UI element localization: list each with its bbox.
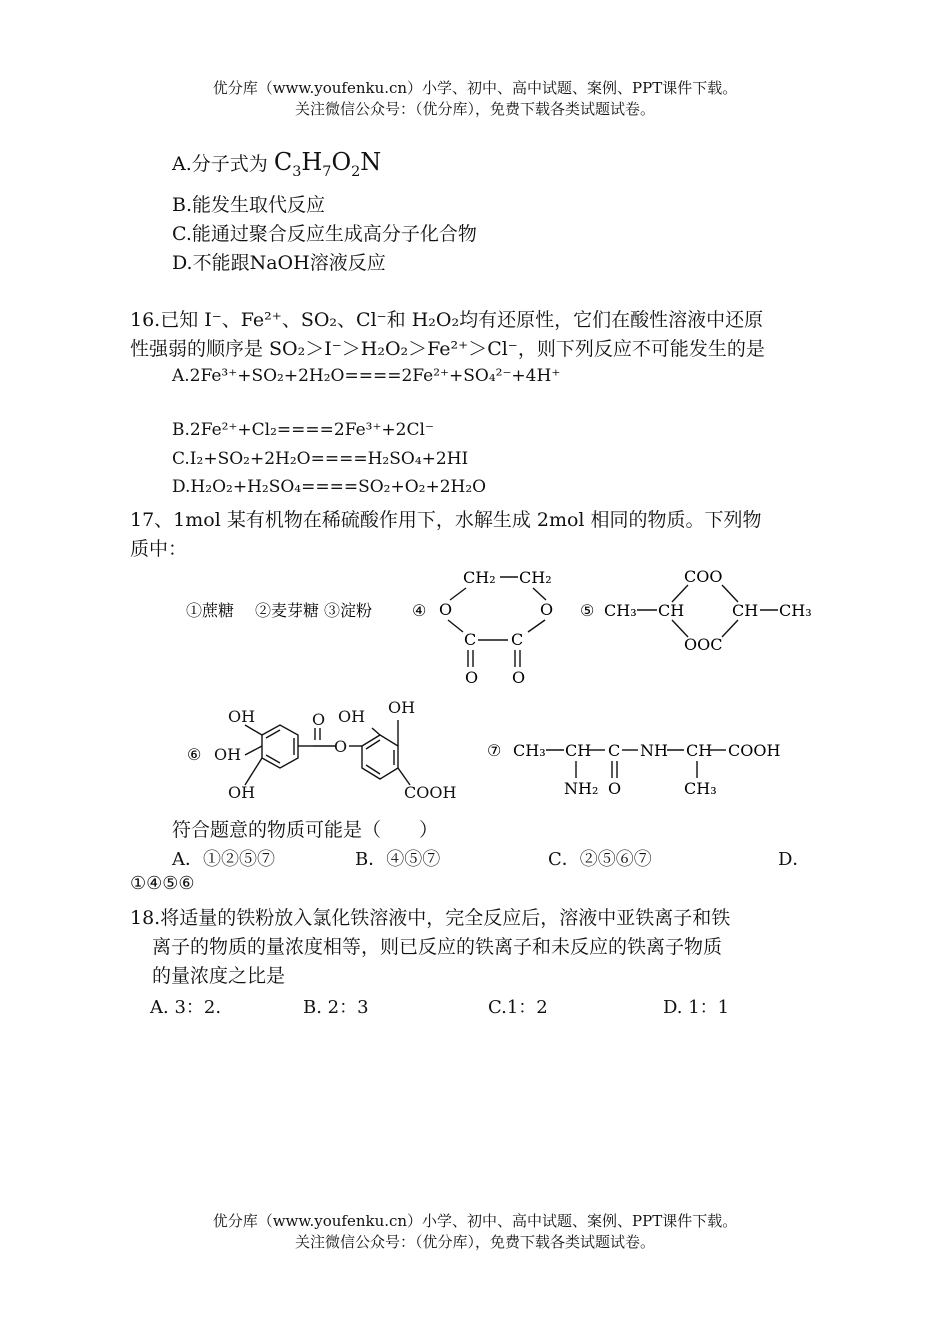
s7-ch-right: CH — [686, 741, 713, 760]
q15-formula: $C_3H_7O_2N$ — [273, 148, 382, 180]
q17-prompt: 符合题意的物质可能是（ ） — [172, 819, 439, 841]
s7-ch3-bottom: CH₃ — [684, 779, 717, 798]
q17-item-6: ⑥ — [187, 745, 202, 764]
s7-o: O — [608, 779, 622, 798]
q18-stem-line-3: 的量浓度之比是 — [152, 965, 286, 987]
s4-c-left: C — [464, 630, 477, 649]
q15-option-b: B.能发生取代反应 — [172, 194, 326, 216]
structure-5 — [604, 567, 812, 654]
structure-6 — [214, 698, 456, 802]
q17-item-7: ⑦ — [487, 741, 502, 760]
q16-option-d: D.H₂O₂+H₂SO₄====SO₂+O₂+2H₂O — [172, 477, 487, 497]
q17-option-a: A．①②⑤⑦ — [172, 849, 275, 870]
s6-o-ester: O — [334, 737, 348, 756]
s6-oh-right-1: OH — [338, 707, 366, 726]
s5-coo: COO — [684, 567, 723, 586]
q17-structures-figure — [0, 560, 950, 820]
q17-item-4: ④ — [412, 601, 427, 620]
q17-stem-line-2: 质中： — [130, 538, 188, 560]
q16-option-c: C.I₂+SO₂+2H₂O====H₂SO₄+2HI — [172, 449, 469, 469]
s4-c-right: C — [511, 630, 524, 649]
s4-o-left: O — [439, 600, 453, 619]
s7-c: C — [608, 741, 621, 760]
s6-oh-right-2: OH — [388, 698, 416, 717]
q16-stem-line-1: 16.已知 I⁻、Fe²⁺、SO₂、Cl⁻和 H₂O₂均有还原性，它们在酸性溶液中还原 — [130, 309, 764, 331]
footer-line-1: 优分库（www.youfenku.cn）小学、初中、高中试题、案例、PPT课件下载。 — [212, 1212, 738, 1230]
s6-oh-mid: OH — [214, 745, 242, 764]
s5-ch-left: CH — [658, 601, 685, 620]
s4-ch2-right: CH₂ — [519, 568, 552, 587]
q17-option-d-label: D． — [778, 849, 811, 870]
q15-option-d: D.不能跟NaOH溶液反应 — [172, 252, 386, 274]
q17-stem-line-1: 17、1mol 某有机物在稀硫酸作用下，水解生成 2mol 相同的物质。下列物 — [130, 509, 762, 531]
s7-cooh: COOH — [728, 741, 781, 760]
structure-4 — [439, 568, 553, 687]
q16-stem-line-2: 性强弱的顺序是 SO₂＞I⁻＞H₂O₂＞Fe²⁺＞Cl⁻，则下列反应不可能发生的是 — [130, 338, 765, 360]
q16-option-b: B.2Fe²⁺+Cl₂====2Fe³⁺+2Cl⁻ — [172, 420, 434, 440]
q18-option-c: C.1：2 — [488, 997, 548, 1018]
q15-option-a — [172, 148, 381, 180]
q17-item-5: ⑤ — [580, 601, 595, 620]
s6-oh-top: OH — [228, 707, 256, 726]
s4-o-right: O — [540, 600, 554, 619]
q18-stem-line-1: 18.将适量的铁粉放入氯化铁溶液中，完全反应后，溶液中亚铁离子和铁 — [130, 907, 731, 929]
q17-item-1: ①蔗糖 — [186, 601, 235, 620]
s4-o-bottom-right: O — [512, 668, 526, 687]
q17-option-b: B．④⑤⑦ — [355, 849, 441, 870]
q17-option-c: C．②⑤⑥⑦ — [548, 849, 652, 870]
s7-ch-left: CH — [565, 741, 592, 760]
s7-nh2: NH₂ — [564, 779, 599, 798]
q17-option-d-value: ①④⑤⑥ — [130, 873, 195, 894]
s4-ch2-left: CH₂ — [463, 568, 496, 587]
s7-ch3-left: CH₃ — [513, 741, 546, 760]
s4-o-bottom-left: O — [465, 668, 479, 687]
s6-o-carbonyl: O — [312, 710, 326, 729]
q15-option-a-prefix: A.分子式为 — [172, 153, 268, 175]
s6-oh-bottom: OH — [228, 783, 256, 802]
footer-line-2: 关注微信公众号：（优分库），免费下载各类试题试卷。 — [294, 1233, 655, 1251]
header-line-1: 优分库（www.youfenku.cn）小学、初中、高中试题、案例、PPT课件下载。 — [212, 79, 738, 97]
s5-ooc: OOC — [684, 635, 723, 654]
q18-option-a: A. 3：2. — [150, 997, 222, 1018]
header-line-2: 关注微信公众号：（优分库），免费下载各类试题试卷。 — [294, 100, 655, 118]
s5-ch-right: CH — [732, 601, 759, 620]
q18-stem-line-2: 离子的物质的量浓度相等，则已反应的铁离子和未反应的铁离子物质 — [152, 936, 723, 958]
s5-ch3-right: CH₃ — [779, 601, 812, 620]
q18-option-d: D. 1：1 — [663, 997, 730, 1018]
structure-7 — [513, 741, 780, 798]
s6-cooh: COOH — [404, 783, 457, 802]
q15-option-c: C.能通过聚合反应生成高分子化合物 — [172, 223, 477, 245]
q18-option-b: B. 2：3 — [303, 997, 369, 1018]
q16-option-a: A.2Fe³⁺+SO₂+2H₂O====2Fe²⁺+SO₄²⁻+4H⁺ — [172, 366, 561, 386]
s7-nh: NH — [640, 741, 668, 760]
q17-item-3: ③淀粉 — [324, 601, 373, 620]
s5-ch3-left: CH₃ — [604, 601, 637, 620]
q17-item-2: ②麦芽糖 — [255, 601, 320, 620]
